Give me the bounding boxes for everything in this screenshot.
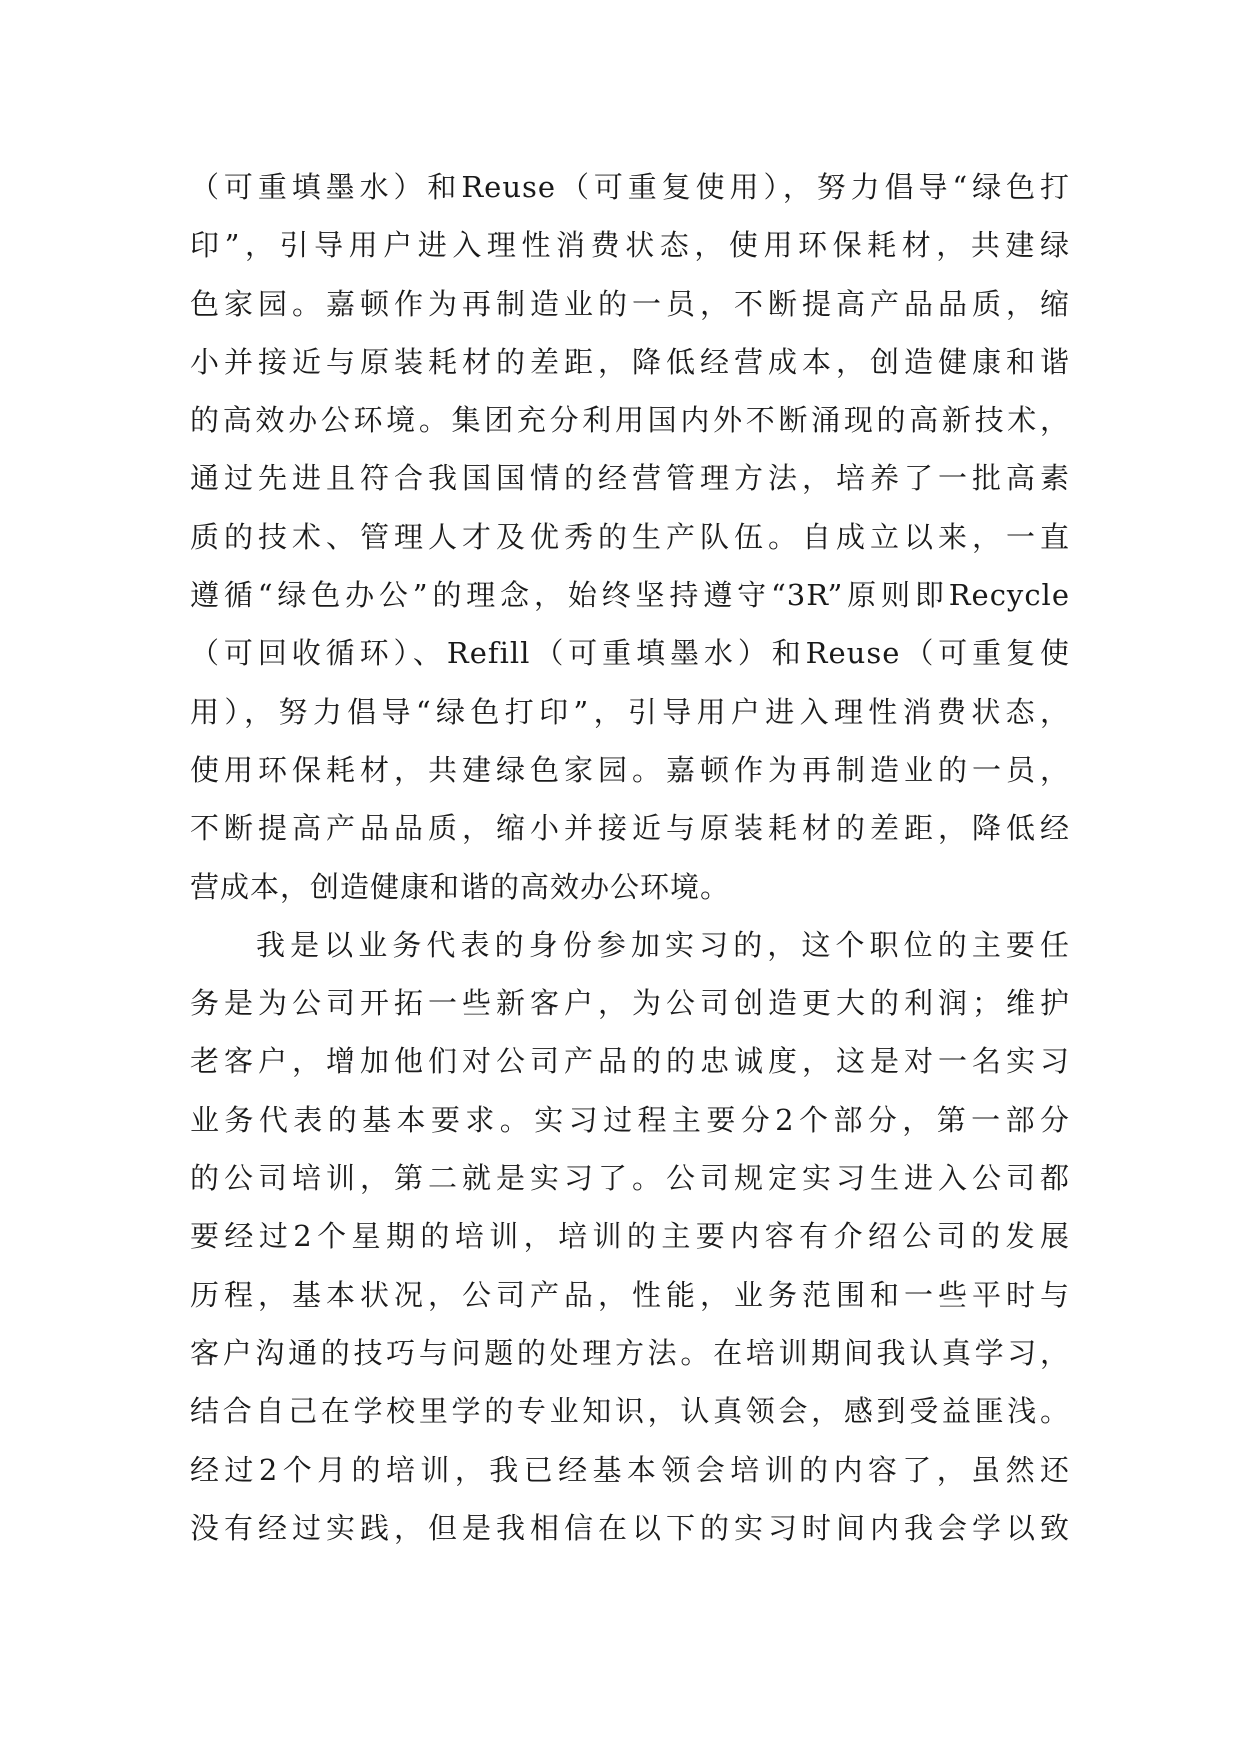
text-line: 业务代表的基本要求。实习过程主要分2个部分，第一部分 <box>190 1102 1070 1137</box>
text-line: 老客户，增加他们对公司产品的的忠诚度，这是对一名实习 <box>190 1044 1070 1079</box>
text-line: （可回收循环）、Refill（可重填墨水）和Reuse（可重复使 <box>190 636 1070 671</box>
paragraph-end-line: 营成本，创造健康和谐的高效办公环境。 <box>190 869 731 904</box>
text-line: 客户沟通的技巧与问题的处理方法。在培训期间我认真学习， <box>190 1335 1070 1370</box>
text-line: 经过2个月的培训，我已经基本领会培训的内容了，虽然还 <box>190 1452 1070 1487</box>
text-line: 的公司培训，第二就是实习了。公司规定实习生进入公司都 <box>190 1161 1070 1196</box>
text-line: 色家园。嘉顿作为再制造业的一员，不断提高产品品质，缩 <box>190 286 1070 321</box>
text-line: 遵循“绿色办公”的理念，始终坚持遵守“3R”原则即Recycle <box>190 578 1070 613</box>
text-line: 印”，引导用户进入理性消费状态，使用环保耗材，共建绿 <box>190 228 1070 263</box>
body-text <box>190 158 1070 1557</box>
text-line: （可重填墨水）和Reuse（可重复使用），努力倡导“绿色打 <box>190 170 1070 204</box>
text-line: 历程，基本状况，公司产品，性能，业务范围和一些平时与 <box>190 1277 1070 1312</box>
text-line: 不断提高产品品质，缩小并接近与原装耗材的差距，降低经 <box>190 811 1070 846</box>
text-line: 务是为公司开拓一些新客户，为公司创造更大的利润；维护 <box>190 986 1070 1021</box>
text-line: 没有经过实践，但是我相信在以下的实习时间内我会学以致 <box>190 1510 1070 1545</box>
text-line: 质的技术、管理人才及优秀的生产队伍。自成立以来，一直 <box>190 519 1070 554</box>
text-line: 通过先进且符合我国国情的经营管理方法，培养了一批高素 <box>190 461 1070 496</box>
paragraph-start-line: 我是以业务代表的身份参加实习的，这个职位的主要任 <box>256 927 1070 962</box>
text-line: 要经过2个星期的培训，培训的主要内容有介绍公司的发展 <box>190 1219 1070 1254</box>
text-line: 使用环保耗材，共建绿色家园。嘉顿作为再制造业的一员， <box>190 752 1070 787</box>
text-line: 的高效办公环境。集团充分利用国内外不断涌现的高新技术， <box>190 403 1070 438</box>
text-line: 小并接近与原装耗材的差距，降低经营成本，创造健康和谐 <box>190 344 1070 379</box>
text-line: 结合自己在学校里学的专业知识，认真领会，感到受益匪浅。 <box>190 1394 1070 1429</box>
text-line: 用），努力倡导“绿色打印”，引导用户进入理性消费状态， <box>190 694 1070 729</box>
